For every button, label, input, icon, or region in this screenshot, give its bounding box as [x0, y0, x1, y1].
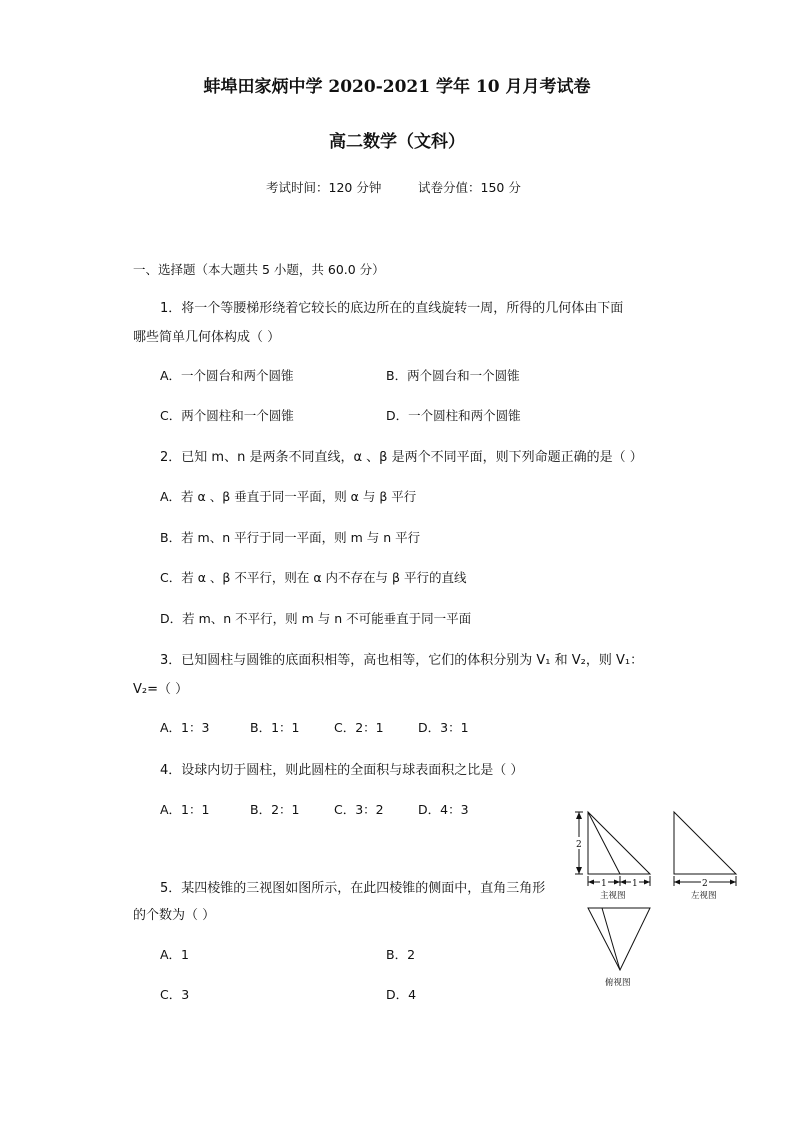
q4-option-a: A．1：1: [160, 802, 210, 817]
front-width-dimension: [588, 876, 650, 886]
q5-option-a: A．1: [160, 947, 190, 962]
exam-score: 试卷分值：150 分: [418, 180, 521, 195]
front-width-label-right: 1: [632, 879, 638, 889]
q5-stem-line1: 5．某四棱锥的三视图如图所示，在此四棱锥的侧面中，直角三角形: [160, 881, 546, 896]
q2-option-d: D．若 m、n 不平行，则 m 与 n 不可能垂直于同一平面: [160, 611, 472, 626]
q2-option-c: C．若 α 、β 不平行，则在 α 内不存在与 β 平行的直线: [160, 570, 467, 585]
front-view-caption: 主视图: [600, 891, 626, 901]
q5-option-d: D．4: [386, 987, 417, 1002]
front-width-label-left: 1: [601, 879, 607, 889]
q2-option-b: B．若 m、n 平行于同一平面，则 m 与 n 平行: [160, 530, 421, 545]
q1-option-d: D．一个圆柱和两个圆锥: [386, 408, 521, 423]
q1-option-c: C．两个圆柱和一个圆锥: [160, 408, 294, 423]
q5-stem-line2: 的个数为（ ）: [133, 908, 216, 923]
section-heading: 一、选择题（本大题共 5 小题，共 60.0 分）: [133, 262, 385, 277]
q1-option-b: B．两个圆台和一个圆锥: [386, 368, 520, 383]
q3-stem-line2: V₂=（ ）: [133, 682, 189, 697]
q2-stem: 2．已知 m、n 是两条不同直线，α 、β 是两个不同平面，则下列命题正确的是（ ）: [160, 450, 643, 465]
q2-option-a: A．若 α 、β 垂直于同一平面，则 α 与 β 平行: [160, 489, 417, 504]
side-width-label: 2: [702, 879, 708, 889]
q4-stem: 4．设球内切于圆柱，则此圆柱的全面积与球表面积之比是（ ）: [160, 763, 524, 778]
q3-option-d: D．3：1: [418, 720, 469, 735]
side-view-caption: 左视图: [691, 891, 717, 901]
front-view: [588, 812, 650, 874]
exam-subtitle: 高二数学（文科）: [329, 132, 465, 152]
q5-option-b: B．2: [386, 947, 416, 962]
q4-option-b: B．2：1: [250, 802, 300, 817]
q5-option-c: C．3: [160, 987, 190, 1002]
side-view: [674, 812, 736, 874]
top-view: [588, 908, 650, 970]
q4-option-d: D．4：3: [418, 802, 469, 817]
q1-stem-line1: 1．将一个等腰梯形绕着它较长的底边所在的直线旋转一周，所得的几何体由下面: [160, 301, 624, 316]
exam-title: 蚌埠田家炳中学 2020-2021 学年 10 月月考试卷: [203, 77, 591, 97]
q3-stem-line1: 3．已知圆柱与圆锥的底面积相等，高也相等，它们的体积分别为 V₁ 和 V₂，则 V₁：: [160, 653, 644, 668]
q3-option-b: B．1：1: [250, 720, 300, 735]
top-view-caption: 俯视图: [605, 978, 631, 988]
q3-option-c: C．2：1: [334, 720, 384, 735]
q3-option-a: A．1：3: [160, 720, 210, 735]
q1-option-a: A．一个圆台和两个圆锥: [160, 368, 294, 383]
q1-stem-line2: 哪些简单几何体构成（ ）: [133, 330, 281, 345]
exam-time: 考试时间：120 分钟: [266, 180, 382, 195]
height-label: 2: [576, 840, 582, 850]
three-view-figure: [570, 806, 750, 992]
q4-option-c: C．3：2: [334, 802, 384, 817]
